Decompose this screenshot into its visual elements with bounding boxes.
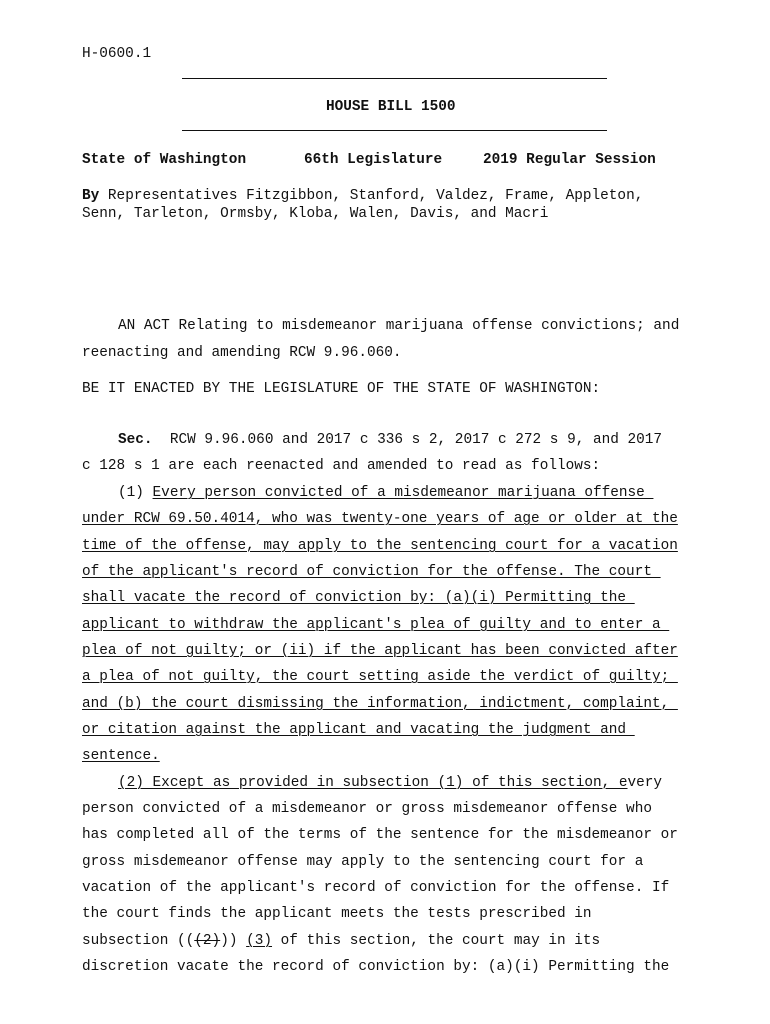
act-title-line-1: AN ACT Relating to misdemeanor marijuana offense convictions; and (118, 318, 680, 334)
inserted-text-line: of the applicant's record of conviction for the offense. The court (82, 564, 661, 580)
body-text-line: gross misdemeanor offense may apply to the sentencing court for a (82, 854, 644, 870)
body-text-line: vacation of the applicant's record of conviction for the offense. If (82, 880, 670, 896)
section-line-1 (118, 432, 662, 448)
inserted-text-line: sentence. (82, 748, 160, 764)
section-text-1: RCW 9.96.060 and 2017 c 336 s 2, 2017 c 272 s 9, and 2017 (169, 432, 663, 448)
title-rule-top (182, 78, 607, 79)
body-text-line: has completed all of the terms of the sentence for the misdemeanor or (82, 827, 678, 843)
inserted-text-line: and (b) the court dismissing the information, indictment, complaint, (82, 696, 678, 712)
sponsors-line-1 (82, 188, 643, 204)
by-label: By (82, 188, 100, 204)
subsection-reference-line (82, 933, 600, 949)
struck-text: (2) (194, 933, 221, 949)
act-title-line-2: reenacting and amending RCW 9.96.060. (82, 345, 402, 361)
inserted-text-line: applicant to withdraw the applicant's plea of guilty and to enter a (82, 617, 670, 633)
sponsors-text-1: Representatives Fitzgibbon, Stanford, Valdez, Frame, Appleton, (107, 188, 644, 204)
body-text: of this section, the court may in its (272, 933, 601, 949)
section-label: Sec. (118, 432, 153, 448)
enacting-clause: BE IT ENACTED BY THE LEGISLATURE OF THE STATE OF WASHINGTON: (82, 381, 601, 397)
inserted-text: (3) (246, 933, 273, 949)
body-text-line: the court finds the applicant meets the tests prescribed in (82, 906, 592, 922)
body-text: very (627, 775, 663, 791)
inserted-text-line: plea of not guilty; or (ii) if the applicant has been convicted after (82, 643, 678, 659)
subsection-1-number: (1) (118, 485, 153, 501)
document-id: H-0600.1 (82, 46, 152, 62)
title-rule-bottom (182, 130, 607, 131)
legislature-label: 66th Legislature (304, 152, 443, 168)
state-label: State of Washington (82, 152, 247, 168)
body-text-line: discretion vacate the record of conviction by: (a)(i) Permitting the (82, 959, 670, 975)
sponsors-line-2: Senn, Tarleton, Ormsby, Kloba, Walen, Davis, and Macri (82, 206, 549, 222)
subsection-1-line (118, 485, 653, 501)
body-text: subsection (( (82, 933, 195, 949)
inserted-text: (2) Except as provided in subsection (1) of this section, e (118, 775, 628, 791)
bill-title: HOUSE BILL 1500 (326, 99, 456, 115)
subsection-2-line (118, 775, 662, 791)
inserted-text: Every person convicted of a misdemeanor marijuana offense (152, 485, 654, 501)
inserted-text-line: time of the offense, may apply to the sentencing court for a vacation (82, 538, 678, 554)
section-line-2: c 128 s 1 are each reenacted and amended to read as follows: (82, 458, 601, 474)
body-text: )) (220, 933, 247, 949)
inserted-text-line: a plea of not guilty, the court setting aside the verdict of guilty; (82, 669, 678, 685)
session-label: 2019 Regular Session (483, 152, 656, 168)
inserted-text-line: under RCW 69.50.4014, who was twenty-one years of age or older at the (82, 511, 678, 527)
inserted-text-line: or citation against the applicant and vacating the judgment and (82, 722, 635, 738)
inserted-text-line: shall vacate the record of conviction by: (a)(i) Permitting the (82, 590, 635, 606)
body-text-line: person convicted of a misdemeanor or gross misdemeanor offense who (82, 801, 652, 817)
